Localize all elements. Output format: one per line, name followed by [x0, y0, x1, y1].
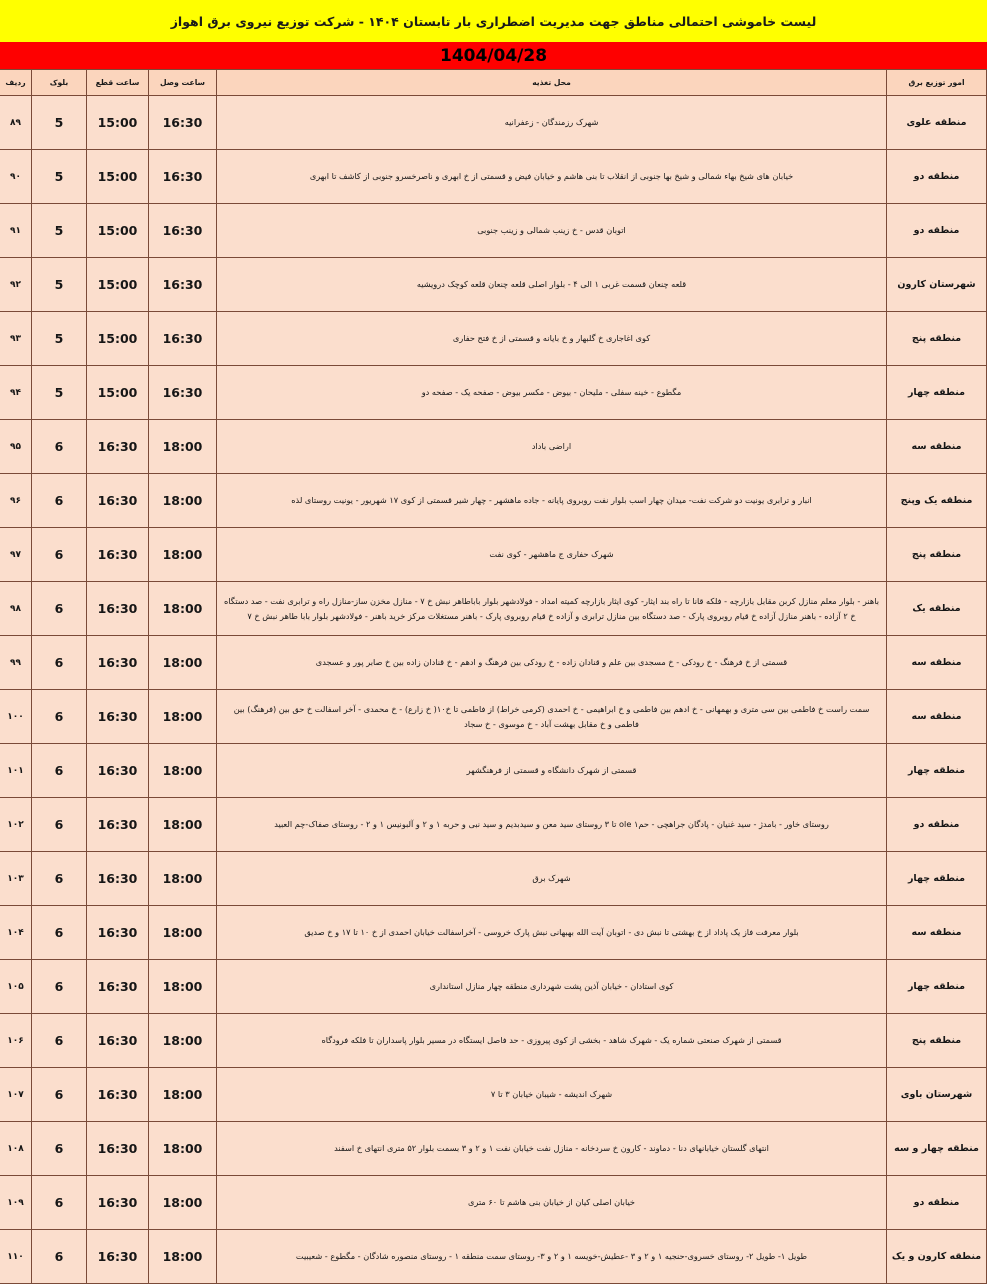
- cell-saat-vasl: 18:00: [149, 1176, 217, 1230]
- cell-mahal: خیابان های شیخ بهاء شمالی و شیخ بها جنوبی از انقلاب تا بنی هاشم و خیابان فیض و قسمتی از خ ابهری و ناصرخسرو جنوبی از کاشف تا ابهری: [217, 150, 887, 204]
- cell-mahal: مگطوع - خینه سفلی - ملیحان - بیوض - مکسر بیوض - صفحه یک - صفحه دو: [217, 366, 887, 420]
- cell-amor: منطقه سه: [887, 690, 987, 744]
- cell-amor: منطقه چهار: [887, 960, 987, 1014]
- cell-radif: ۹۱: [0, 204, 32, 258]
- cell-amor: منطقه علوی: [887, 96, 987, 150]
- cell-mahal: روستای خاور - بامدژ - سید غنیان - پادگان جراهچی - حمole ۱ تا ۳ روستای سید معن و سیدبدیم و سید نبی و حربه ۱ و ۲ و آلبونیس ۱ و ۲ - روستای صفاک-چم العبید: [217, 798, 887, 852]
- cell-mahal: اراضی باداد: [217, 420, 887, 474]
- cell-mahal: شهرک برق: [217, 852, 887, 906]
- cell-radif: ۱۱۰: [0, 1230, 32, 1284]
- cell-block: 6: [32, 1230, 87, 1284]
- cell-mahal: خیابان اصلی کیان از خیابان بنی هاشم تا ۶۰ متری: [217, 1176, 887, 1230]
- cell-amor: منطقه دو: [887, 798, 987, 852]
- cell-saat-ghat: 16:30: [87, 474, 149, 528]
- cell-amor: منطقه سه: [887, 906, 987, 960]
- table-row: [0, 312, 987, 366]
- cell-radif: ۹۶: [0, 474, 32, 528]
- cell-saat-vasl: 16:30: [149, 204, 217, 258]
- cell-saat-ghat: 16:30: [87, 1014, 149, 1068]
- cell-mahal: اتوبان قدس - خ زینب شمالی و زینب جنوبی: [217, 204, 887, 258]
- cell-radif: ۹۰: [0, 150, 32, 204]
- cell-amor: شهرستان کارون: [887, 258, 987, 312]
- cell-saat-vasl: 16:30: [149, 258, 217, 312]
- cell-radif: ۱۰۹: [0, 1176, 32, 1230]
- table-header: [0, 70, 987, 96]
- cell-mahal: انبار و ترابری یونیت دو شرکت نفت- میدان چهار اسب بلوار نفت روبروی پایانه - جاده ماهشهر - چهار شیر قسمتی از کوی ۱۷ شهریور - یونیت روستای لذه: [217, 474, 887, 528]
- cell-saat-vasl: 18:00: [149, 744, 217, 798]
- cell-saat-ghat: 16:30: [87, 420, 149, 474]
- cell-saat-ghat: 16:30: [87, 1122, 149, 1176]
- cell-saat-vasl: 18:00: [149, 1068, 217, 1122]
- title-band: [0, 0, 987, 42]
- cell-radif: ۱۰۵: [0, 960, 32, 1014]
- cell-saat-ghat: 15:00: [87, 96, 149, 150]
- cell-block: 5: [32, 204, 87, 258]
- cell-block: 6: [32, 960, 87, 1014]
- column-header-amor: امور توزیع برق: [887, 70, 987, 96]
- cell-saat-vasl: 18:00: [149, 1230, 217, 1284]
- column-header-mahal: محل تغذیه: [217, 70, 887, 96]
- table-row: [0, 960, 987, 1014]
- table-row: [0, 204, 987, 258]
- cell-saat-ghat: 16:30: [87, 1068, 149, 1122]
- cell-amor: منطقه دو: [887, 204, 987, 258]
- cell-block: 6: [32, 528, 87, 582]
- cell-amor: منطقه کارون و یک: [887, 1230, 987, 1284]
- cell-amor: منطقه سه: [887, 636, 987, 690]
- cell-block: 5: [32, 96, 87, 150]
- cell-saat-ghat: 16:30: [87, 690, 149, 744]
- cell-saat-vasl: 18:00: [149, 852, 217, 906]
- cell-block: 6: [32, 1068, 87, 1122]
- schedule-date: 1404/04/28: [439, 45, 548, 66]
- header-row: [0, 70, 987, 96]
- cell-block: 5: [32, 312, 87, 366]
- cell-radif: ۸۹: [0, 96, 32, 150]
- cell-saat-ghat: 16:30: [87, 798, 149, 852]
- cell-amor: منطقه چهار و سه: [887, 1122, 987, 1176]
- cell-saat-ghat: 15:00: [87, 258, 149, 312]
- cell-saat-ghat: 15:00: [87, 312, 149, 366]
- cell-radif: ۱۰۱: [0, 744, 32, 798]
- table-row: [0, 1122, 987, 1176]
- cell-block: 6: [32, 1176, 87, 1230]
- cell-saat-ghat: 16:30: [87, 744, 149, 798]
- page-title: لیست خاموشی احتمالی مناطق جهت مدیریت اضطراری بار تابستان ۱۴۰۴ - شرکت توزیع نیروی برق اهواز: [170, 13, 817, 29]
- cell-mahal: قسمتی از شهرک دانشگاه و قسمتی از فرهنگشهر: [217, 744, 887, 798]
- cell-saat-vasl: 18:00: [149, 636, 217, 690]
- column-header-radif: ردیف: [0, 70, 32, 96]
- cell-saat-ghat: 15:00: [87, 366, 149, 420]
- cell-saat-vasl: 18:00: [149, 960, 217, 1014]
- cell-saat-vasl: 16:30: [149, 96, 217, 150]
- cell-radif: ۱۰۲: [0, 798, 32, 852]
- table-row: [0, 690, 987, 744]
- cell-block: 6: [32, 798, 87, 852]
- date-band: [0, 42, 987, 69]
- cell-radif: ۱۰۶: [0, 1014, 32, 1068]
- cell-block: 6: [32, 852, 87, 906]
- table-row: [0, 258, 987, 312]
- cell-mahal: شهرک رزمندگان - زعفرانیه: [217, 96, 887, 150]
- cell-block: 6: [32, 636, 87, 690]
- table-row: [0, 582, 987, 636]
- column-header-saat-vasl: ساعت وصل: [149, 70, 217, 96]
- cell-mahal: کوی استادان - خیابان آذین پشت شهرداری منطقه چهار منازل استانداری: [217, 960, 887, 1014]
- cell-saat-vasl: 16:30: [149, 150, 217, 204]
- cell-radif: ۹۵: [0, 420, 32, 474]
- cell-saat-vasl: 18:00: [149, 798, 217, 852]
- cell-block: 6: [32, 474, 87, 528]
- cell-saat-ghat: 16:30: [87, 582, 149, 636]
- cell-amor: منطقه دو: [887, 1176, 987, 1230]
- table-row: [0, 1014, 987, 1068]
- cell-saat-ghat: 15:00: [87, 150, 149, 204]
- table-row: [0, 798, 987, 852]
- cell-radif: ۱۰۷: [0, 1068, 32, 1122]
- cell-mahal: انتهای گلستان خیابانهای دنا - دماوند - کارون خ سردخانه - منازل نفت خیابان نفت ۱ و ۲ و ۳ بسمت بلوار ۵۲ متری انتهای خ اسفند: [217, 1122, 887, 1176]
- cell-saat-ghat: 16:30: [87, 1176, 149, 1230]
- table-row: [0, 1068, 987, 1122]
- cell-saat-vasl: 18:00: [149, 474, 217, 528]
- cell-block: 6: [32, 690, 87, 744]
- table-row: [0, 420, 987, 474]
- cell-block: 6: [32, 582, 87, 636]
- cell-block: 6: [32, 1122, 87, 1176]
- cell-mahal: قلعه چنعان قسمت غربی ۱ الی ۴ - بلوار اصلی قلعه چنعان قلعه کوچک درویشیه: [217, 258, 887, 312]
- cell-radif: ۹۸: [0, 582, 32, 636]
- table-row: [0, 96, 987, 150]
- cell-block: 5: [32, 366, 87, 420]
- cell-radif: ۱۰۰: [0, 690, 32, 744]
- cell-saat-ghat: 16:30: [87, 636, 149, 690]
- cell-mahal: شهرک حفاری ج ماهشهر - کوی نفت: [217, 528, 887, 582]
- table-row: [0, 1230, 987, 1284]
- cell-mahal: قسمتی از خ فرهنگ - خ رودکی - خ مسجدی بین علم و قنادان زاده - خ رودکی بین فرهنگ و ادهم - خ قنادان زاده بین خ صابر پور و عسجدی: [217, 636, 887, 690]
- cell-block: 6: [32, 906, 87, 960]
- cell-saat-ghat: 15:00: [87, 204, 149, 258]
- cell-saat-vasl: 18:00: [149, 1014, 217, 1068]
- cell-amor: منطقه یک: [887, 582, 987, 636]
- table-row: [0, 852, 987, 906]
- cell-saat-ghat: 16:30: [87, 906, 149, 960]
- table-body: [0, 96, 987, 1284]
- table-row: [0, 474, 987, 528]
- cell-saat-vasl: 16:30: [149, 312, 217, 366]
- table-row: [0, 1176, 987, 1230]
- cell-amor: منطقه پنج: [887, 312, 987, 366]
- table-row: [0, 366, 987, 420]
- table-row: [0, 636, 987, 690]
- cell-block: 6: [32, 744, 87, 798]
- cell-saat-ghat: 16:30: [87, 960, 149, 1014]
- cell-amor: منطقه یک وپنج: [887, 474, 987, 528]
- table-row: [0, 150, 987, 204]
- table-row: [0, 906, 987, 960]
- cell-saat-vasl: 16:30: [149, 366, 217, 420]
- cell-block: 6: [32, 420, 87, 474]
- cell-saat-vasl: 18:00: [149, 690, 217, 744]
- cell-saat-ghat: 16:30: [87, 1230, 149, 1284]
- cell-mahal: باهنر - بلوار معلم منازل کربن مقابل بازارچه - فلکه قانا تا راه بند ایثار- کوی ایثار بازارچه کمیته امداد - فولادشهر بلوار باباطاهر نبش خ ۷ - منازل مخزن ساز-منازل راه و ترابری نفت - صد دستگاه خ ۲ آزاده - باهنر منازل آزاده خ قیام روبروی پارک - صد دستگاه بین منازل ترابری و آزاده خ قیام روبروی پارک - باهنر مستغلات مرکز خرید باهنر - فولادشهر بلوار بابا طاهر نبش خ ۷: [217, 582, 887, 636]
- cell-saat-vasl: 18:00: [149, 582, 217, 636]
- cell-mahal: شهرک اندیشه - شیبان خیابان ۳ تا ۷: [217, 1068, 887, 1122]
- cell-radif: ۹۲: [0, 258, 32, 312]
- cell-mahal: کوی اغاجاری خ گلبهار و خ بایانه و قسمتی از خ فتح حفاری: [217, 312, 887, 366]
- cell-block: 5: [32, 150, 87, 204]
- cell-amor: منطقه دو: [887, 150, 987, 204]
- cell-radif: ۹۷: [0, 528, 32, 582]
- cell-saat-ghat: 16:30: [87, 528, 149, 582]
- cell-block: 6: [32, 1014, 87, 1068]
- cell-saat-vasl: 18:00: [149, 528, 217, 582]
- cell-amor: منطقه چهار: [887, 366, 987, 420]
- cell-saat-vasl: 18:00: [149, 1122, 217, 1176]
- cell-amor: شهرستان باوی: [887, 1068, 987, 1122]
- cell-saat-ghat: 16:30: [87, 852, 149, 906]
- cell-radif: ۹۹: [0, 636, 32, 690]
- cell-radif: ۱۰۳: [0, 852, 32, 906]
- table-row: [0, 528, 987, 582]
- column-header-block: بلوک: [32, 70, 87, 96]
- cell-amor: منطقه سه: [887, 420, 987, 474]
- outage-table: [0, 69, 987, 1284]
- cell-saat-vasl: 18:00: [149, 906, 217, 960]
- cell-amor: منطقه پنج: [887, 1014, 987, 1068]
- cell-radif: ۹۳: [0, 312, 32, 366]
- cell-mahal: سمت راست خ فاطمی بین سی متری و بهمهانی - خ ادهم بین فاطمی و خ ابراهیمی - خ احمدی (کرمی خراط) از فاطمی تا خ۱۰( خ زارع) - خ محمدی - آخر اسفالت خ حق بین (فرهنگ) بین فاطمی و خ مقابل بهشت آباد - خ موسوی - خ سجاد: [217, 690, 887, 744]
- cell-mahal: قسمتی از شهرک صنعتی شماره یک - شهرک شاهد - بخشی از کوی پیروزی - حد فاصل ایستگاه در مسیر بلوار پاسداران تا فلکه فرودگاه: [217, 1014, 887, 1068]
- column-header-saat-ghat: ساعت قطع: [87, 70, 149, 96]
- table-row: [0, 744, 987, 798]
- cell-amor: منطقه چهار: [887, 852, 987, 906]
- cell-radif: ۱۰۸: [0, 1122, 32, 1176]
- cell-block: 5: [32, 258, 87, 312]
- cell-saat-vasl: 18:00: [149, 420, 217, 474]
- cell-radif: ۹۴: [0, 366, 32, 420]
- cell-mahal: بلوار معرفت فاز یک پاداد از خ بهشتی تا نبش دی - اتوبان آیت الله بهبهانی نبش پارک خروسی - آخراسفالت خیابان احمدی از خ ۱۰ تا ۱۷ و خ صدیق: [217, 906, 887, 960]
- cell-amor: منطقه چهار: [887, 744, 987, 798]
- cell-mahal: طویل ۱- طویل ۲- روستای خسروی-حنجیه ۱ و ۲ و ۳ -عطیش-خویسه ۱ و ۲ و ۳- روستای سمت منطقه ۱ - روستای منصوره شادگان - مگطوع - شعیبیت: [217, 1230, 887, 1284]
- cell-amor: منطقه پنج: [887, 528, 987, 582]
- cell-radif: ۱۰۴: [0, 906, 32, 960]
